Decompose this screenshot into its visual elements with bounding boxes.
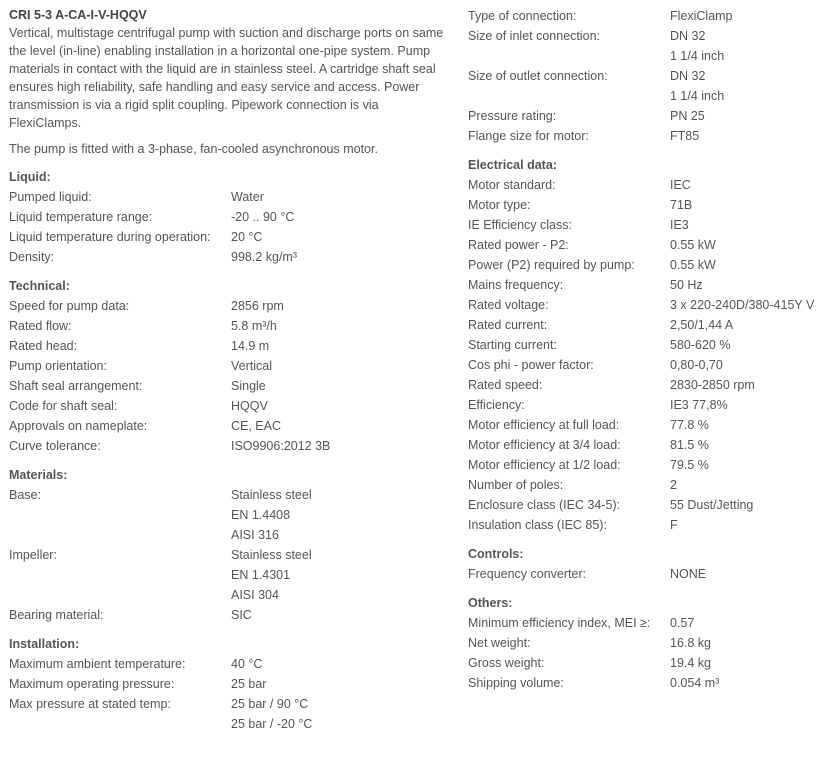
spec-value: NONE [670, 567, 707, 581]
spec-label: Net weight: [468, 636, 531, 650]
section-installation [9, 634, 449, 734]
spec-label: Enclosure class (IEC 34-5): [468, 498, 621, 512]
spec-values [670, 275, 703, 295]
spec-values [231, 694, 312, 734]
spec-values [670, 126, 699, 146]
spec-value: SIC [231, 608, 252, 622]
spec-row-maximum-operating-pressure [9, 674, 449, 694]
spec-label: Rated current: [468, 318, 548, 332]
spec-value: AISI 316 [231, 528, 279, 542]
spec-values [231, 485, 312, 545]
connection-details [468, 6, 838, 146]
spec-value: FlexiClamp [670, 9, 733, 23]
spec-values [670, 395, 728, 415]
section-technical [9, 276, 449, 456]
spec-label: Type of connection: [468, 9, 577, 23]
spec-label: Maximum ambient temperature: [9, 657, 186, 671]
spec-value: IEC [670, 178, 691, 192]
spec-value: 2830-2850 rpm [670, 378, 755, 392]
spec-row-power-p2-required-by-pump [468, 255, 838, 275]
spec-value: DN 32 [670, 69, 706, 83]
spec-values [670, 475, 677, 495]
spec-label: Pressure rating: [468, 109, 557, 123]
spec-values [670, 435, 709, 455]
spec-label: Liquid temperature range: [9, 210, 153, 224]
section-heading: Others: [468, 596, 513, 610]
spec-row-net-weight [468, 633, 838, 653]
spec-label: Motor standard: [468, 178, 556, 192]
spec-row-liquid-temperature-range [9, 207, 449, 227]
spec-values [231, 316, 277, 336]
section-electrical-data [468, 155, 838, 535]
spec-value: 50 Hz [670, 278, 703, 292]
spec-row-maximum-ambient-temperature [9, 654, 449, 674]
spec-row-density [9, 247, 449, 267]
spec-label: Flange size for motor: [468, 129, 589, 143]
spec-row-size-of-outlet-connection [468, 66, 838, 106]
spec-row-enclosure-class-iec-34-5 [468, 495, 838, 515]
spec-row-approvals-on-nameplate [9, 416, 449, 436]
spec-values [670, 6, 733, 26]
spec-value: DN 32 [670, 29, 706, 43]
spec-values [231, 674, 266, 694]
spec-value: 19.4 kg [670, 656, 712, 670]
spec-label: Base: [9, 488, 41, 502]
spec-values [670, 515, 678, 535]
spec-values [231, 654, 262, 674]
spec-values [670, 195, 692, 215]
spec-row-shaft-seal-arrangement [9, 376, 449, 396]
spec-row-ie-efficiency-class [468, 215, 838, 235]
spec-label: Insulation class (IEC 85): [468, 518, 607, 532]
spec-row-rated-flow [9, 316, 449, 336]
spec-row-impeller [9, 545, 449, 605]
spec-label: Cos phi - power factor: [468, 358, 594, 372]
spec-row-mains-frequency [468, 275, 838, 295]
spec-value: 40 °C [231, 657, 263, 671]
left-sections [9, 167, 449, 734]
motor-note-paragraph: The pump is fitted with a 3-phase, fan-cooled asynchronous motor. [9, 142, 378, 156]
spec-label: Minimum efficiency index, MEI ≥: [468, 616, 651, 630]
spec-values [231, 356, 272, 376]
spec-row-rated-speed [468, 375, 838, 395]
spec-value: 0.054 m³ [670, 676, 720, 690]
spec-values [231, 227, 262, 247]
spec-label: Speed for pump data: [9, 299, 130, 313]
spec-values [670, 26, 724, 66]
spec-values [670, 673, 719, 693]
spec-value: CE, EAC [231, 419, 282, 433]
spec-values [231, 207, 294, 227]
section-heading: Electrical data: [468, 158, 557, 172]
spec-values [231, 605, 252, 625]
spec-row-shipping-volume [468, 673, 838, 693]
section-heading: Materials: [9, 468, 68, 482]
spec-label: Maximum operating pressure: [9, 677, 175, 691]
spec-row-base [9, 485, 449, 545]
spec-row-number-of-poles [468, 475, 838, 495]
spec-value: 79.5 % [670, 458, 709, 472]
spec-label: Rated voltage: [468, 298, 549, 312]
spec-values [670, 455, 709, 475]
spec-label: Motor efficiency at 3/4 load: [468, 438, 621, 452]
spec-label: Pump orientation: [9, 359, 107, 373]
spec-value: 0.55 kW [670, 238, 716, 252]
spec-values [231, 296, 284, 316]
spec-values [670, 375, 755, 395]
spec-row-code-for-shaft-seal [9, 396, 449, 416]
spec-value: HQQV [231, 399, 268, 413]
spec-label: Max pressure at stated temp: [9, 697, 171, 711]
spec-value: 81.5 % [670, 438, 709, 452]
spec-label: Curve tolerance: [9, 439, 101, 453]
spec-value: 25 bar / 90 °C [231, 697, 309, 711]
spec-label: Rated flow: [9, 319, 72, 333]
spec-label: Efficiency: [468, 398, 525, 412]
spec-value: 77.8 % [670, 418, 709, 432]
spec-values [670, 255, 716, 275]
spec-label: Frequency converter: [468, 567, 587, 581]
spec-row-motor-standard [468, 175, 838, 195]
spec-values [231, 545, 312, 605]
spec-row-bearing-material [9, 605, 449, 625]
spec-label: Shaft seal arrangement: [9, 379, 143, 393]
spec-values [231, 436, 330, 456]
spec-row-rated-power-p2 [468, 235, 838, 255]
spec-values [670, 315, 733, 335]
spec-values [670, 295, 814, 315]
spec-values [670, 564, 706, 584]
spec-value: AISI 304 [231, 588, 279, 602]
section-heading: Installation: [9, 637, 80, 651]
spec-value: ISO9906:2012 3B [231, 439, 331, 453]
section-controls [468, 544, 838, 584]
spec-label: Rated power - P2: [468, 238, 569, 252]
spec-label: Gross weight: [468, 656, 545, 670]
spec-label: Bearing material: [9, 608, 104, 622]
spec-label: Rated speed: [468, 378, 543, 392]
spec-value: 2 [670, 478, 677, 492]
spec-label: Density: [9, 250, 55, 264]
spec-value: 998.2 kg/m³ [231, 250, 298, 264]
spec-values [670, 613, 694, 633]
spec-row-pumped-liquid [9, 187, 449, 207]
spec-row-efficiency [468, 395, 838, 415]
spec-row-pump-orientation [9, 356, 449, 376]
spec-values [231, 187, 264, 207]
spec-row-type-of-connection [468, 6, 838, 26]
spec-values [670, 653, 711, 673]
spec-values [670, 175, 691, 195]
spec-value: 580-620 % [670, 338, 731, 352]
spec-label: Mains frequency: [468, 278, 564, 292]
spec-row-motor-type [468, 195, 838, 215]
spec-values [670, 106, 705, 126]
spec-value: PN 25 [670, 109, 705, 123]
spec-label: Pumped liquid: [9, 190, 92, 204]
section-liquid [9, 167, 449, 267]
spec-label: Starting current: [468, 338, 557, 352]
product-title: CRI 5-3 A-CA-I-V-HQQV [9, 8, 147, 22]
spec-label: Power (P2) required by pump: [468, 258, 635, 272]
spec-value: IE3 77,8% [670, 398, 728, 412]
spec-value: EN 1.4301 [231, 568, 291, 582]
spec-label: Rated head: [9, 339, 78, 353]
spec-label: Impeller: [9, 548, 57, 562]
spec-label: Motor type: [468, 198, 531, 212]
left-column [9, 6, 449, 734]
spec-label: Code for shaft seal: [9, 399, 118, 413]
spec-value: F [670, 518, 678, 532]
spec-value: Water [231, 190, 264, 204]
spec-values [231, 376, 266, 396]
spec-row-insulation-class-iec-85 [468, 515, 838, 535]
spec-row-rated-voltage [468, 295, 838, 315]
spec-value: FT85 [670, 129, 700, 143]
spec-value: 0.55 kW [670, 258, 716, 272]
spec-values [670, 235, 716, 255]
spec-value: 0.57 [670, 616, 695, 630]
spec-label: Motor efficiency at 1/2 load: [468, 458, 621, 472]
spec-value: Vertical [231, 359, 272, 373]
spec-row-rated-head [9, 336, 449, 356]
spec-values [231, 396, 268, 416]
spec-row-gross-weight [468, 653, 838, 673]
right-sections [468, 155, 838, 693]
spec-value: 25 bar [231, 677, 267, 691]
spec-values [670, 415, 709, 435]
right-column [468, 6, 838, 693]
spec-value: -20 .. 90 °C [231, 210, 295, 224]
spec-value: 71B [670, 198, 693, 212]
spec-row-flange-size-for-motor [468, 126, 838, 146]
spec-row-motor-efficiency-at-1-2-load [468, 455, 838, 475]
spec-value: 16.8 kg [670, 636, 712, 650]
spec-values [670, 66, 724, 106]
spec-row-minimum-efficiency-index-mei [468, 613, 838, 633]
spec-values [231, 247, 297, 267]
spec-row-pressure-rating [468, 106, 838, 126]
spec-row-speed-for-pump-data [9, 296, 449, 316]
spec-row-rated-current [468, 315, 838, 335]
spec-value: EN 1.4408 [231, 508, 291, 522]
spec-value: 14.9 m [231, 339, 270, 353]
spec-row-cos-phi-power-factor [468, 355, 838, 375]
spec-row-frequency-converter [468, 564, 838, 584]
section-heading: Technical: [9, 279, 70, 293]
spec-value: 2,50/1,44 A [670, 318, 734, 332]
spec-row-motor-efficiency-at-full-load [468, 415, 838, 435]
spec-row-motor-efficiency-at-3-4-load [468, 435, 838, 455]
spec-values [670, 355, 723, 375]
spec-values [670, 633, 711, 653]
spec-row-starting-current [468, 335, 838, 355]
spec-value: 5.8 m³/h [231, 319, 277, 333]
spec-value: 1 1/4 inch [670, 49, 725, 63]
spec-label: IE Efficiency class: [468, 218, 572, 232]
spec-values [670, 335, 730, 355]
spec-value: 3 x 220-240D/380-415Y V [670, 298, 815, 312]
spec-value: Stainless steel [231, 488, 312, 502]
spec-value: 55 Dust/Jetting [670, 498, 754, 512]
spec-values [670, 495, 753, 515]
spec-row-curve-tolerance [9, 436, 449, 456]
section-others [468, 593, 838, 693]
spec-label: Size of outlet connection: [468, 69, 608, 83]
spec-row-size-of-inlet-connection [468, 26, 838, 66]
spec-label: Motor efficiency at full load: [468, 418, 620, 432]
section-heading: Controls: [468, 547, 524, 561]
spec-values [670, 215, 689, 235]
spec-value: 20 °C [231, 230, 263, 244]
spec-value: 1 1/4 inch [670, 89, 725, 103]
section-materials [9, 465, 449, 625]
spec-label: Number of poles: [468, 478, 564, 492]
spec-label: Approvals on nameplate: [9, 419, 148, 433]
description-paragraph: Vertical, multistage centrifugal pump with suction and discharge ports on same the level (in-line) enabling installation in a horizontal one-pipe system. Pump materials in contact with the liquid are in stainless steel. A cartridge shaft seal ensures high reliability, safe handling and easy service and access. Power transmission is via a rigid split coupling. Pipework connection is via FlexiClamps. [9, 26, 444, 130]
spec-value: Stainless steel [231, 548, 312, 562]
spec-value: 2856 rpm [231, 299, 284, 313]
spec-label: Shipping volume: [468, 676, 564, 690]
spec-label: Liquid temperature during operation: [9, 230, 211, 244]
spec-row-max-pressure-at-stated-temp [9, 694, 449, 734]
spec-value: Single [231, 379, 266, 393]
spec-values [231, 416, 281, 436]
spec-value: IE3 [670, 218, 689, 232]
section-heading: Liquid: [9, 170, 51, 184]
spec-values [231, 336, 269, 356]
spec-value: 0,80-0,70 [670, 358, 723, 372]
spec-label: Size of inlet connection: [468, 29, 601, 43]
spec-row-liquid-temperature-during-operation [9, 227, 449, 247]
spec-value: 25 bar / -20 °C [231, 717, 313, 731]
